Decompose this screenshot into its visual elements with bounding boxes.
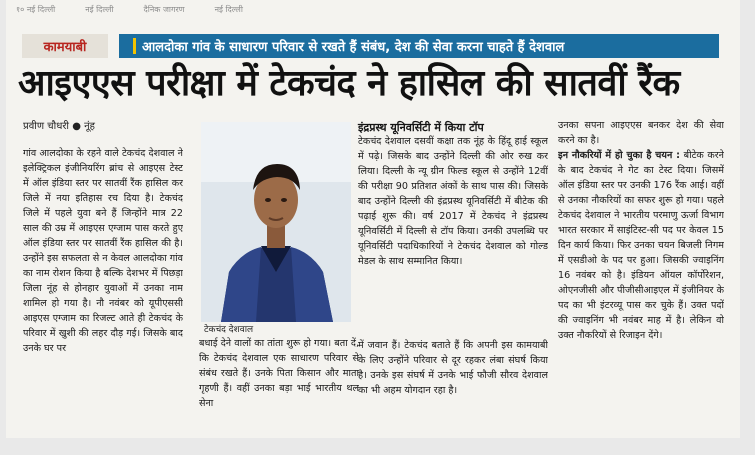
byline: प्रवीण चौधरी ● नूंह [23,121,95,132]
top-strip-item: नई दिल्ली [85,5,114,14]
article-column-1 [23,146,183,416]
subheading: इंद्रप्रस्थ यूनिवर्सिटी में किया टॉप [358,121,484,134]
page-margin [6,438,740,455]
column-text: में जवान हैं। टेकचंद बताते हैं कि अपनी इस कामयाबी के लिए उन्होंने परिवार से दूर रहकर लंबा संघर्ष किया है। उनके इस संघर्ष में उनके भाई फौजी सौरव देशवाल का भी अहम योगदान रहा है। [358,340,548,396]
top-strip-item: नई दिल्ली [214,5,243,14]
article-column-4 [358,338,548,428]
banner-accent [133,38,136,54]
article-column-3 [358,134,548,324]
section-kicker: कामयाबी [22,34,108,58]
column-text: गांव आलदोका के रहने वाले टेकचंद देशवाल ने इलेक्ट्रिकल इंजीनियरिंग ब्रांच से आइएस टेस्ट में ऑल इंडिया स्तर पर सातवीं रैंक हासिल कर जिले में नया इतिहास रच दिया है। टेकचंद जिले में पहले युवा बने हैं जिन्होंने मात्र 22 साल की उम्र में आइएस एग्जाम पास करते हुए ऑल इंडिया स्तर पर सातवीं रैंक हासिल की है। उन्होंने इस सफलता से न केवल आलदोका गांव का नाम रोशन किया है बल्कि देशभर में पिछड़ा जिला नूंह से होनहार युवाओं में उनका नाम शामिल हो गया है। नौ नवंबर को यूपीएससी आइएस एग्जाम का रिजल्ट आते ही टेकचंद के परिवार में खुशी की लहर दौड़ गई। जिसके बाद उनके घर पर [23,148,183,354]
newspaper-clipping [6,0,740,455]
column-text: टेकचंद देशवाल दसवीं कक्षा तक नूंह के हिंदू हाई स्कूल में पढ़े। जिसके बाद उन्होंने दिल्ली की ओर रुख कर लिया। दिल्ली के न्यू ग्रीन फिल्ड स्कूल से उन्होंने 12वीं की परीक्षा 90 प्रतिशत अंकों के साथ पास की। जिसके बाद उन्होंने दिल्ली की इंद्रप्रस्थ यूनिवर्सिटी में बीटेक की पढ़ाई शुरू की। वर्ष 2017 में टेकचंद ने इंद्रप्रस्थ यूनिवर्सिटी में दिल्ली से टॉप किया। उनकी उपलब्धि पर यूनिवर्सिटी पदाधिकारियों ने टेकचंद देशवाल को गोल्ड मेडल के साथ सम्मानित किया। [358,136,548,267]
banner-text: आलदोका गांव के साधारण परिवार से रखते हैं संबंध, देश की सेवा करना चाहते हैं देशवाल [142,40,565,55]
photo-caption: टेकचंद देशवाल [201,322,351,336]
top-strip-item: १० नई दिल्ली [16,5,56,14]
top-strip [16,4,726,14]
article-column-5 [558,118,724,428]
column-intro: उनका सपना आइएएस बनकर देश की सेवा करने का है। [558,120,724,146]
article-column-2 [199,336,359,426]
portrait-photo [201,122,351,322]
column-text: बीटेक करने के बाद टेकचंद ने गेट का टेस्ट दिया। जिसमें ऑल इंडिया स्तर पर उनकी 176 रैंक आई। वहीं से उनका नौकरियों का सफर शुरू हो गया। पहले टेकचंद देशवाल ने भारतीय परमाणु ऊर्जा विभाग भारत सरकार में साइंटिस्ट-सी पद पर केवल 15 दिन कार्य किया। फिर उनका चयन बिजली निगम में एसडीओ के पद पर हुआ। जिसकी ज्वाइनिंग 16 नवंबर को है। इंडियन ऑयल कॉर्पोरेशन, ओएनजीसी और पीजीसीआइएल में इंजीनियर के पद का भी इंटरव्यू पास कर चुके हैं। उक्त पदों की ज्वाइनिंग भी नवंबर माह में है। लेकिन वो उक्त नौकरियों से रिजाइन देंगे। [558,150,724,341]
banner-bar [119,34,719,58]
top-strip-item: दैनिक जागरण [143,5,185,14]
portrait-illustration [201,122,351,322]
column-text: बधाई देने वालों का तांता शुरू हो गया। बता दें, कि टेकचंद देशवाल एक साधारण परिवार से संबंध रखते हैं। उनके पिता किसान और माता गृहणी हैं। वहीं उनका बड़ा भाई भारतीय थल सेना [199,338,359,409]
column-lead: इन नौकरियों में हो चुका है चयन : [558,150,681,161]
headline: आइएएस परीक्षा में टेकचंद ने हासिल की सातवीं रैंक [18,63,680,104]
